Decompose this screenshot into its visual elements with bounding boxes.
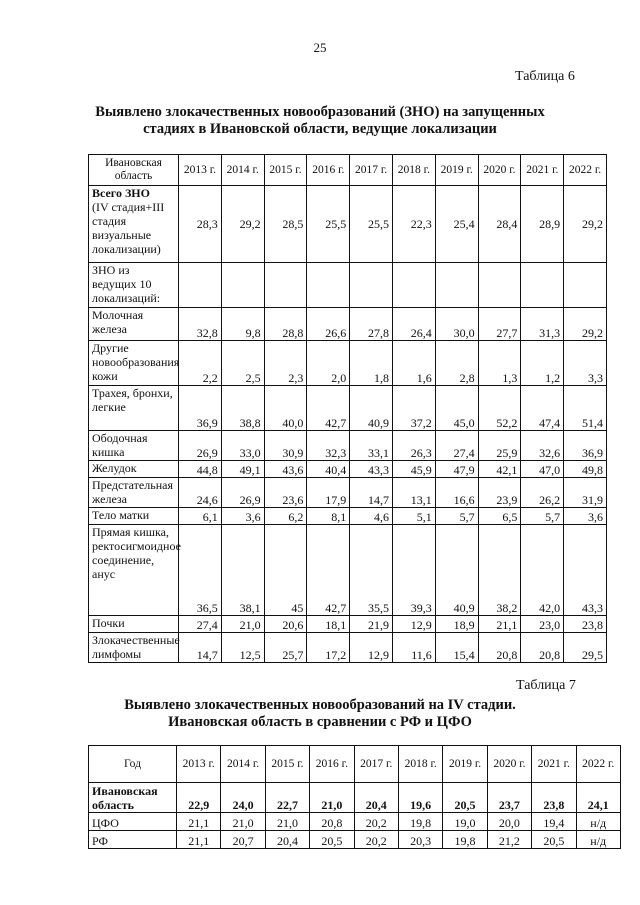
table6-row-label: Прямая кишка, ректосигмоидное соединение, анус xyxy=(89,525,179,616)
table7-cell: 21,1 xyxy=(177,831,221,849)
table6-cell: 49,1 xyxy=(221,461,264,478)
table7-row xyxy=(89,783,621,813)
table6-caption: Таблица 6 xyxy=(515,69,575,84)
table6-cell: 43,3 xyxy=(564,525,607,616)
table7-title-line2: Ивановская область в сравнении с РФ и ЦФО xyxy=(168,714,472,730)
table6-cell: 26,4 xyxy=(392,308,435,341)
table6-cell: 45,0 xyxy=(435,386,478,431)
table6-cell: 42,1 xyxy=(478,461,521,478)
table6-row-label: Желудок xyxy=(89,461,179,478)
table6-cell: 42,0 xyxy=(521,525,564,616)
table6-total-cell: 25,5 xyxy=(307,186,350,263)
table7-year-header: 2018 г. xyxy=(398,746,442,783)
table6-cell: 28,8 xyxy=(264,308,307,341)
table6-year-header: 2013 г. xyxy=(179,155,222,186)
table6-cell: 9,8 xyxy=(221,308,264,341)
table6-cell: 40,9 xyxy=(435,525,478,616)
table7-title-line1: Выявлено злокачественных новообразований на IV стадии. xyxy=(124,697,516,713)
table6-total-cell: 25,5 xyxy=(350,186,393,263)
table7-cell: 24,0 xyxy=(221,783,265,813)
table6-cell: 2,0 xyxy=(307,341,350,386)
table6-row xyxy=(89,431,607,461)
table6-cell: 20,8 xyxy=(521,633,564,663)
table6-cell: 43,6 xyxy=(264,461,307,478)
table6-cell: 18,1 xyxy=(307,616,350,633)
table6-row xyxy=(89,386,607,431)
table7-cell: 20,7 xyxy=(221,831,265,849)
table6-row-label: Другие новообразования кожи xyxy=(89,341,179,386)
table6-cell: 12,9 xyxy=(350,633,393,663)
table6-cell: 40,0 xyxy=(264,386,307,431)
table6-cell: 6,1 xyxy=(179,508,222,525)
table6-cell: 1,6 xyxy=(392,341,435,386)
table6-total-cell: 28,4 xyxy=(478,186,521,263)
table6-cell: 1,3 xyxy=(478,341,521,386)
table6-empty-cell xyxy=(478,263,521,308)
table6-cell: 2,2 xyxy=(179,341,222,386)
table6-cell: 16,6 xyxy=(435,478,478,508)
table7-cell: 20,8 xyxy=(310,813,354,831)
table6-cell: 31,9 xyxy=(564,478,607,508)
table6-cell: 2,8 xyxy=(435,341,478,386)
table6-cell: 26,9 xyxy=(179,431,222,461)
table7-cell: 19,8 xyxy=(443,831,487,849)
table6-cell: 24,6 xyxy=(179,478,222,508)
table6-cell: 51,4 xyxy=(564,386,607,431)
table6-total-cell: 25,4 xyxy=(435,186,478,263)
table7-cell: 21,0 xyxy=(265,813,309,831)
table6-cell: 29,5 xyxy=(564,633,607,663)
table6-cell: 32,3 xyxy=(307,431,350,461)
table7-year-header: 2022 г. xyxy=(576,746,620,783)
table6-cell: 11,6 xyxy=(392,633,435,663)
table6-empty-cell xyxy=(307,263,350,308)
table6-row xyxy=(89,341,607,386)
table7 xyxy=(88,745,621,849)
table6-cell: 8,1 xyxy=(307,508,350,525)
table6-cell: 49,8 xyxy=(564,461,607,478)
table6-title-line2: стадиях в Ивановской области, ведущие локализации xyxy=(143,121,497,137)
table6-cell: 18,9 xyxy=(435,616,478,633)
table6-cell: 12,9 xyxy=(392,616,435,633)
table6-subheader-label: ЗНО из ведущих 10 локализаций: xyxy=(89,263,179,308)
table7-year-header: 2015 г. xyxy=(265,746,309,783)
table6-cell: 6,2 xyxy=(264,508,307,525)
table6-row xyxy=(89,308,607,341)
table6-cell: 15,4 xyxy=(435,633,478,663)
table6-cell: 12,5 xyxy=(221,633,264,663)
table6-cell: 23,6 xyxy=(264,478,307,508)
table6-title-line1: Выявлено злокачественных новообразований (ЗНО) на запущенных xyxy=(95,104,545,120)
table7-year-header: 2021 г. xyxy=(532,746,576,783)
table6-cell: 25,9 xyxy=(478,431,521,461)
table6-empty-cell xyxy=(521,263,564,308)
table7-cell: 21,0 xyxy=(310,783,354,813)
table6-cell: 43,3 xyxy=(350,461,393,478)
table7-cell: 24,1 xyxy=(576,783,620,813)
table6-cell: 30,0 xyxy=(435,308,478,341)
table6-cell: 45,9 xyxy=(392,461,435,478)
table6-cell: 17,2 xyxy=(307,633,350,663)
table6-total-cell: 28,5 xyxy=(264,186,307,263)
table7-year-header: 2017 г. xyxy=(354,746,398,783)
table7-cell: н/д xyxy=(576,813,620,831)
table6-cell: 17,9 xyxy=(307,478,350,508)
table7-cell: н/д xyxy=(576,831,620,849)
table6-total-label-rest: (IV стадия+III стадия визуальные локализации) xyxy=(92,200,165,256)
table6-year-header: 2014 г. xyxy=(221,155,264,186)
table7-year-header: 2013 г. xyxy=(177,746,221,783)
table6-cell: 35,5 xyxy=(350,525,393,616)
table7-cell: 23,8 xyxy=(532,783,576,813)
table6-cell: 33,1 xyxy=(350,431,393,461)
table6-total-cell: 29,2 xyxy=(221,186,264,263)
table6-title xyxy=(0,104,640,138)
table7-cell: 20,3 xyxy=(398,831,442,849)
table7-cell: 20,5 xyxy=(532,831,576,849)
table7-year-header: 2019 г. xyxy=(443,746,487,783)
table6-row-label: Молочная железа xyxy=(89,308,179,341)
table6-row-label: Ободочная кишка xyxy=(89,431,179,461)
table7-cell: 19,4 xyxy=(532,813,576,831)
table7-cell: 19,0 xyxy=(443,813,487,831)
table6-cell: 3,6 xyxy=(221,508,264,525)
table7-row xyxy=(89,831,621,849)
table6-cell: 32,6 xyxy=(521,431,564,461)
table6-empty-cell xyxy=(392,263,435,308)
table6-empty-cell xyxy=(435,263,478,308)
table6-cell: 32,8 xyxy=(179,308,222,341)
table7-cell: 21,0 xyxy=(221,813,265,831)
table6-year-header: 2018 г. xyxy=(392,155,435,186)
table6-cell: 27,4 xyxy=(435,431,478,461)
table6-cell: 40,4 xyxy=(307,461,350,478)
table6-cell: 2,3 xyxy=(264,341,307,386)
table6-cell: 36,9 xyxy=(564,431,607,461)
table6-cell: 52,2 xyxy=(478,386,521,431)
table6-cell: 20,8 xyxy=(478,633,521,663)
table6-cell: 27,7 xyxy=(478,308,521,341)
table6-cell: 21,1 xyxy=(478,616,521,633)
table6-cell: 21,9 xyxy=(350,616,393,633)
table6-row xyxy=(89,478,607,508)
table7-cell: 20,4 xyxy=(354,783,398,813)
table6-cell: 45 xyxy=(264,525,307,616)
table6 xyxy=(88,154,607,663)
table6-row-label: Трахея, бронхи, легкие xyxy=(89,386,179,431)
table6-total-label-bold: Всего ЗНО xyxy=(92,186,150,200)
table6-row xyxy=(89,525,607,616)
table6-empty-cell xyxy=(264,263,307,308)
table6-cell: 47,4 xyxy=(521,386,564,431)
table6-year-header: 2020 г. xyxy=(478,155,521,186)
table6-cell: 26,3 xyxy=(392,431,435,461)
table6-cell: 47,0 xyxy=(521,461,564,478)
table6-row xyxy=(89,461,607,478)
table6-cell: 2,5 xyxy=(221,341,264,386)
table6-cell: 23,8 xyxy=(564,616,607,633)
table6-year-header: 2022 г. xyxy=(564,155,607,186)
table6-row xyxy=(89,616,607,633)
table6-cell: 14,7 xyxy=(179,633,222,663)
table6-cell: 31,3 xyxy=(521,308,564,341)
page-number: 25 xyxy=(313,40,327,55)
table6-year-header: 2015 г. xyxy=(264,155,307,186)
table7-cell: 20,5 xyxy=(310,831,354,849)
table6-cell: 36,9 xyxy=(179,386,222,431)
table6-empty-cell xyxy=(221,263,264,308)
table7-year-header: 2020 г. xyxy=(487,746,531,783)
table6-total-cell: 28,3 xyxy=(179,186,222,263)
table6-cell: 27,8 xyxy=(350,308,393,341)
table6-empty-cell xyxy=(179,263,222,308)
table6-cell: 38,2 xyxy=(478,525,521,616)
table7-cell: 20,5 xyxy=(443,783,487,813)
table6-cell: 37,2 xyxy=(392,386,435,431)
table7-header-row xyxy=(89,746,621,783)
table6-cell: 38,8 xyxy=(221,386,264,431)
table6-cell: 23,0 xyxy=(521,616,564,633)
table6-cell: 42,7 xyxy=(307,386,350,431)
table7-cell: 20,2 xyxy=(354,813,398,831)
table6-year-header: 2021 г. xyxy=(521,155,564,186)
table7-row-label: РФ xyxy=(89,831,177,849)
table6-row xyxy=(89,508,607,525)
table6-cell: 5,1 xyxy=(392,508,435,525)
table7-cell: 19,6 xyxy=(398,783,442,813)
table6-row-label: Предстательная железа xyxy=(89,478,179,508)
table7-cell: 20,2 xyxy=(354,831,398,849)
table6-cell: 29,2 xyxy=(564,308,607,341)
table6-total-cell: 22,3 xyxy=(392,186,435,263)
table6-cell: 3,3 xyxy=(564,341,607,386)
table6-cell: 20,6 xyxy=(264,616,307,633)
table6-cell: 38,1 xyxy=(221,525,264,616)
table6-cell: 39,3 xyxy=(392,525,435,616)
table7-cell: 21,2 xyxy=(487,831,531,849)
table6-cell: 5,7 xyxy=(521,508,564,525)
table6-cell: 14,7 xyxy=(350,478,393,508)
table6-total-label xyxy=(89,186,179,263)
table7-year-header: 2016 г. xyxy=(310,746,354,783)
table7-title xyxy=(0,697,640,731)
table6-row-label: Тело матки xyxy=(89,508,179,525)
table6-cell: 13,1 xyxy=(392,478,435,508)
table7-cell: 21,1 xyxy=(177,813,221,831)
table6-header-label: Ивановская область xyxy=(89,155,179,186)
table7-header-label: Год xyxy=(89,746,177,783)
table6-cell: 1,8 xyxy=(350,341,393,386)
table7-cell: 22,9 xyxy=(177,783,221,813)
table7-cell: 20,0 xyxy=(487,813,531,831)
table6-cell: 5,7 xyxy=(435,508,478,525)
table6-total-cell: 28,9 xyxy=(521,186,564,263)
table6-cell: 25,7 xyxy=(264,633,307,663)
table6-cell: 33,0 xyxy=(221,431,264,461)
table6-year-header: 2017 г. xyxy=(350,155,393,186)
table6-cell: 27,4 xyxy=(179,616,222,633)
table7-caption: Таблица 7 xyxy=(516,678,576,693)
table7-year-header: 2014 г. xyxy=(221,746,265,783)
table6-year-header: 2019 г. xyxy=(435,155,478,186)
table7-cell: 23,7 xyxy=(487,783,531,813)
table6-empty-cell xyxy=(350,263,393,308)
table7-row-label: ЦФО xyxy=(89,813,177,831)
table6-row-label: Злокачественные лимфомы xyxy=(89,633,179,663)
table6-header-row xyxy=(89,155,607,186)
table6-cell: 42,7 xyxy=(307,525,350,616)
table6-empty-cell xyxy=(564,263,607,308)
table6-cell: 26,2 xyxy=(521,478,564,508)
table6-cell: 47,9 xyxy=(435,461,478,478)
table6-row-label: Почки xyxy=(89,616,179,633)
table6-total-cell: 29,2 xyxy=(564,186,607,263)
table6-subheader-row xyxy=(89,263,607,308)
table6-cell: 44,8 xyxy=(179,461,222,478)
table6-cell: 40,9 xyxy=(350,386,393,431)
table6-row xyxy=(89,633,607,663)
table7-cell: 20,4 xyxy=(265,831,309,849)
table6-cell: 4,6 xyxy=(350,508,393,525)
table6-cell: 26,9 xyxy=(221,478,264,508)
table6-cell: 21,0 xyxy=(221,616,264,633)
table6-year-header: 2016 г. xyxy=(307,155,350,186)
table7-cell: 22,7 xyxy=(265,783,309,813)
table7-cell: 19,8 xyxy=(398,813,442,831)
table6-cell: 3,6 xyxy=(564,508,607,525)
table6-cell: 23,9 xyxy=(478,478,521,508)
table6-cell: 36,5 xyxy=(179,525,222,616)
table7-row xyxy=(89,813,621,831)
table6-total-row xyxy=(89,186,607,263)
table7-row-label: Ивановская область xyxy=(89,783,177,813)
table6-cell: 6,5 xyxy=(478,508,521,525)
table6-cell: 1,2 xyxy=(521,341,564,386)
table6-cell: 30,9 xyxy=(264,431,307,461)
table6-cell: 26,6 xyxy=(307,308,350,341)
